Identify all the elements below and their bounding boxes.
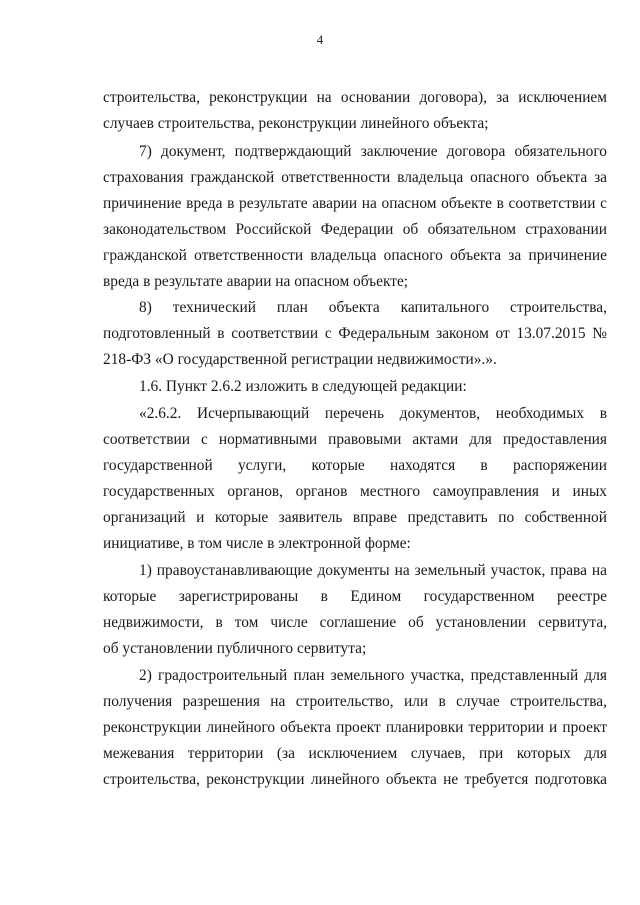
text-line: которые зарегистрированы в Едином государственном реестре: [103, 588, 607, 605]
text-line: законодательством Российской Федерации об обязательном страховании: [103, 221, 607, 238]
text-line: реконструкции линейного объекта проект планировки территории и проект: [103, 719, 607, 736]
text-line: вреда в результате аварии на опасном объекте;: [103, 273, 409, 290]
text-line: недвижимости, в том числе соглашение об установлении сервитута,: [103, 614, 607, 631]
text-line: 218-ФЗ «О государственной регистрации недвижимости».».: [103, 351, 497, 368]
text-line: об установлении публичного сервитута;: [103, 640, 367, 657]
text-line: «2.6.2. Исчерпывающий перечень документов, необходимых в: [139, 405, 607, 422]
text-line: соответствии с нормативными правовыми актами для предоставления: [103, 431, 607, 448]
text-line: организаций и которые заявитель вправе представить по собственной: [103, 509, 607, 526]
text-line: строительства, реконструкции линейного объекта не требуется подготовка: [103, 771, 607, 788]
text-line: случаев строительства, реконструкции линейного объекта;: [103, 115, 489, 132]
page-number: 4: [316, 32, 324, 47]
text-line: 7) документ, подтверждающий заключение договора обязательного: [139, 143, 607, 160]
text-line: получения разрешения на строительство, или в случае строительства,: [103, 693, 607, 710]
text-line: 1.6. Пункт 2.6.2 изложить в следующей редакции:: [139, 378, 467, 395]
text-line: 8) технический план объекта капитального строительства,: [139, 299, 607, 316]
text-line: страхования гражданской ответственности владельца опасного объекта за: [103, 169, 607, 186]
text-line: инициативе, в том числе в электронной форме:: [103, 535, 411, 552]
text-line: государственной услуги, которые находятся в распоряжении: [103, 457, 607, 474]
text-line: 1) правоустанавливающие документы на земельный участок, права на: [139, 562, 607, 579]
text-line: подготовленный в соответствии с Федеральным законом от 13.07.2015 №: [103, 325, 607, 342]
text-line: 2) градостроительный план земельного участка, представленный для: [139, 667, 607, 684]
text-line: причинение вреда в результате аварии на опасном объекте в соответствии с: [103, 195, 607, 212]
text-line: межевания территории (за исключением случаев, при которых для: [103, 745, 607, 762]
text-line: строительства, реконструкции на основании договора), за исключением: [103, 89, 607, 106]
text-line: гражданской ответственности владельца опасного объекта за причинение: [103, 247, 607, 264]
text-line: государственных органов, органов местного самоуправления и иных: [103, 483, 607, 500]
